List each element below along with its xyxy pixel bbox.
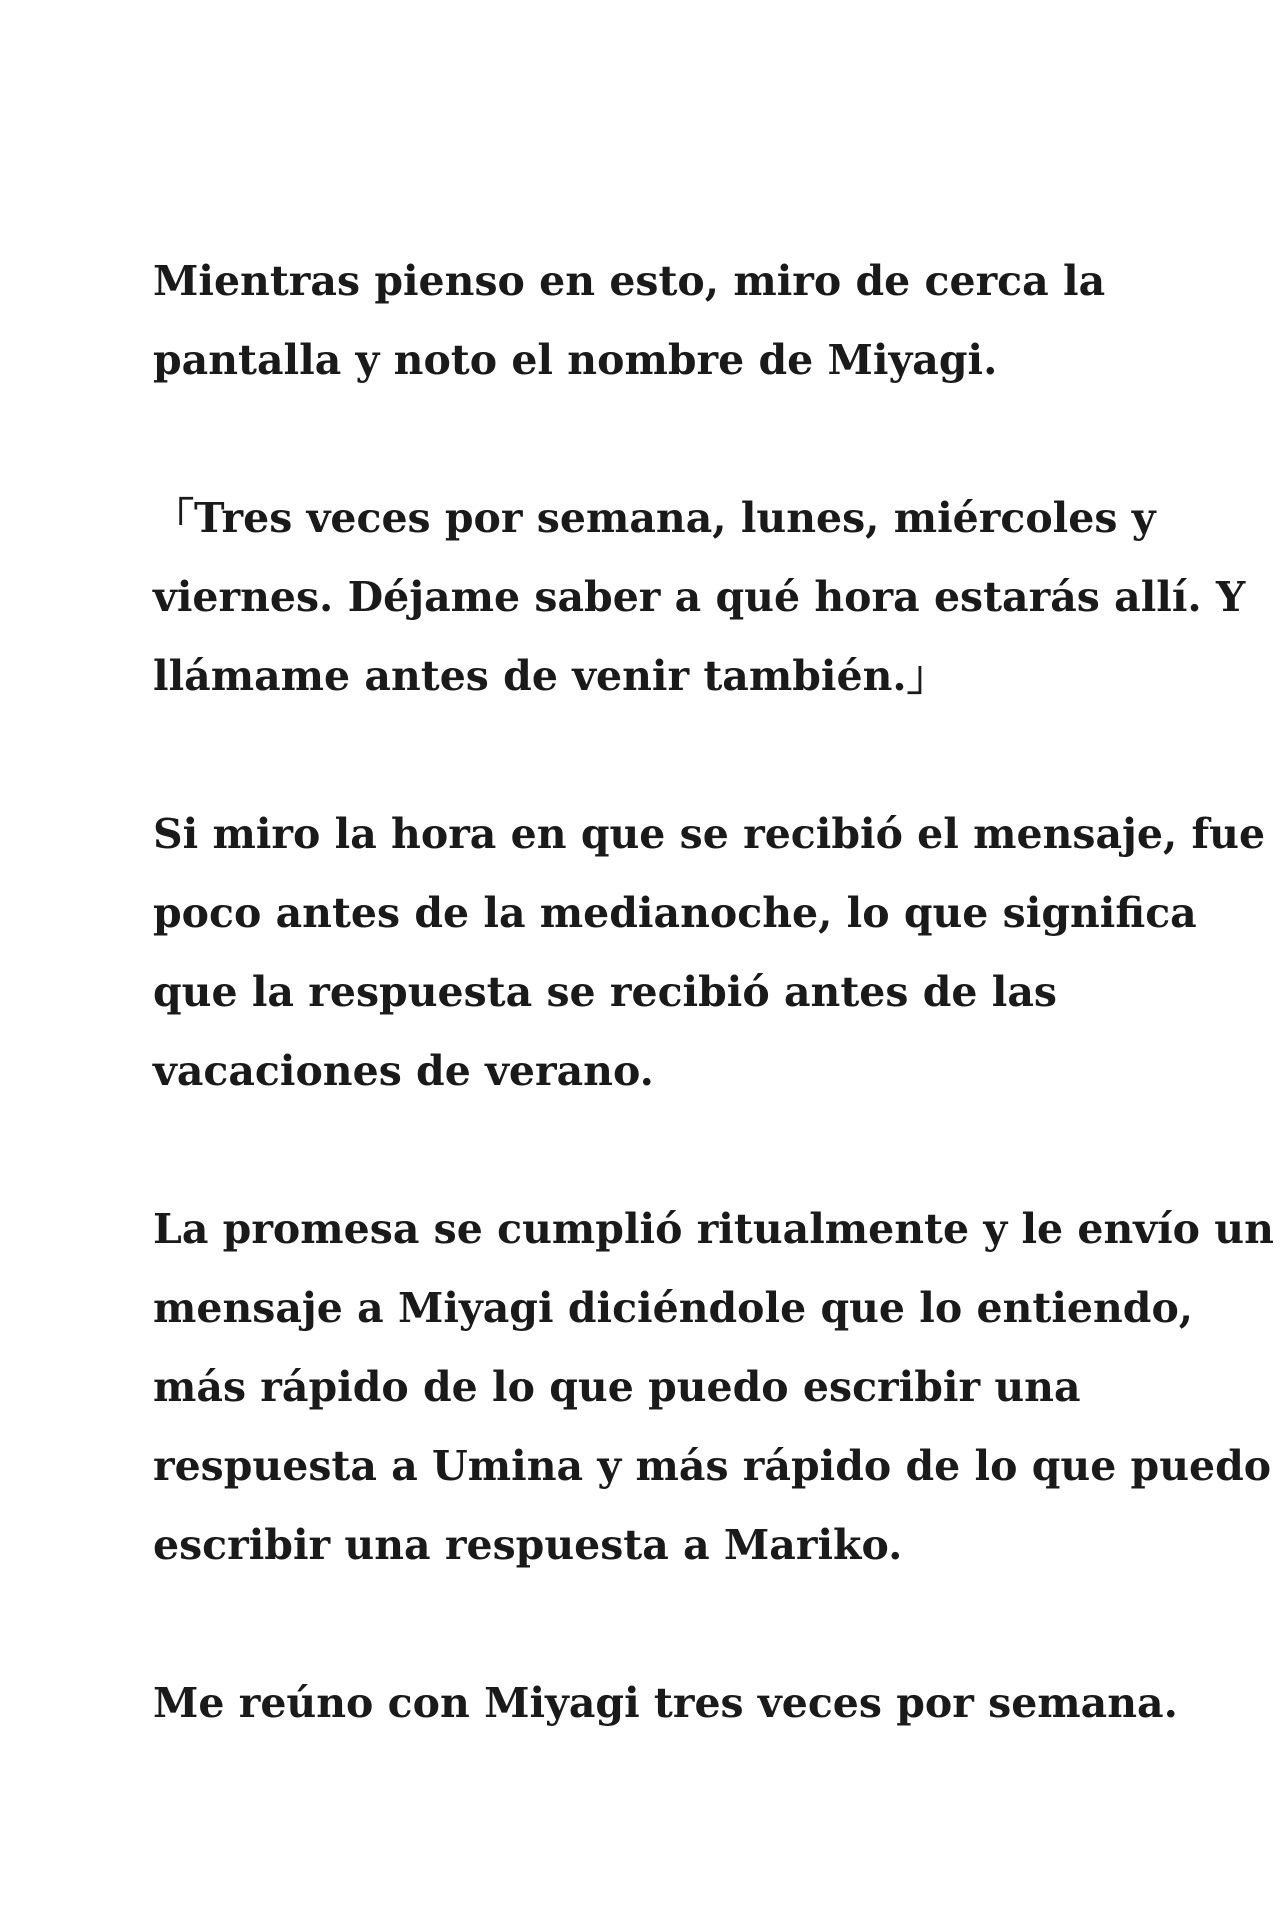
text-line: escribir una respuesta a Mariko. (153, 1521, 903, 1569)
text-line: vacaciones de verano. (153, 1047, 654, 1095)
body-text (153, 242, 1274, 1822)
text-line: 「Tres veces por semana, lunes, miércoles y (153, 494, 1156, 542)
paragraph-5 (153, 1664, 1178, 1743)
paragraph-3 (153, 795, 1266, 1111)
text-line: poco antes de la medianoche, lo que significa (153, 889, 1197, 937)
text-line: más rápido de lo que puedo escribir una (153, 1363, 1081, 1411)
text-line: que la respuesta se recibió antes de las (153, 968, 1057, 1016)
text-line: mensaje a Miyagi diciéndole que lo entiendo, (153, 1284, 1194, 1332)
paragraph-1 (153, 242, 1143, 400)
text-line: viernes. Déjame saber a qué hora estarás allí. Y (153, 573, 1246, 621)
text-line: Me reúno con Miyagi tres veces por semana. (153, 1679, 1178, 1727)
text-line: pantalla y noto el nombre de Miyagi. (153, 336, 998, 384)
text-line: respuesta a Umina y más rápido de lo que puedo (153, 1442, 1272, 1490)
paragraph-2 (153, 479, 1246, 716)
text-line: llámame antes de venir también.」 (153, 652, 948, 700)
text-line: Mientras pienso en esto, miro de cerca la (153, 257, 1106, 305)
text-line: Si miro la hora en que se recibió el mensaje, fue (153, 810, 1266, 858)
text-line: La promesa se cumplió ritualmente y le envío un (153, 1205, 1274, 1253)
paragraph-4 (153, 1190, 1274, 1585)
